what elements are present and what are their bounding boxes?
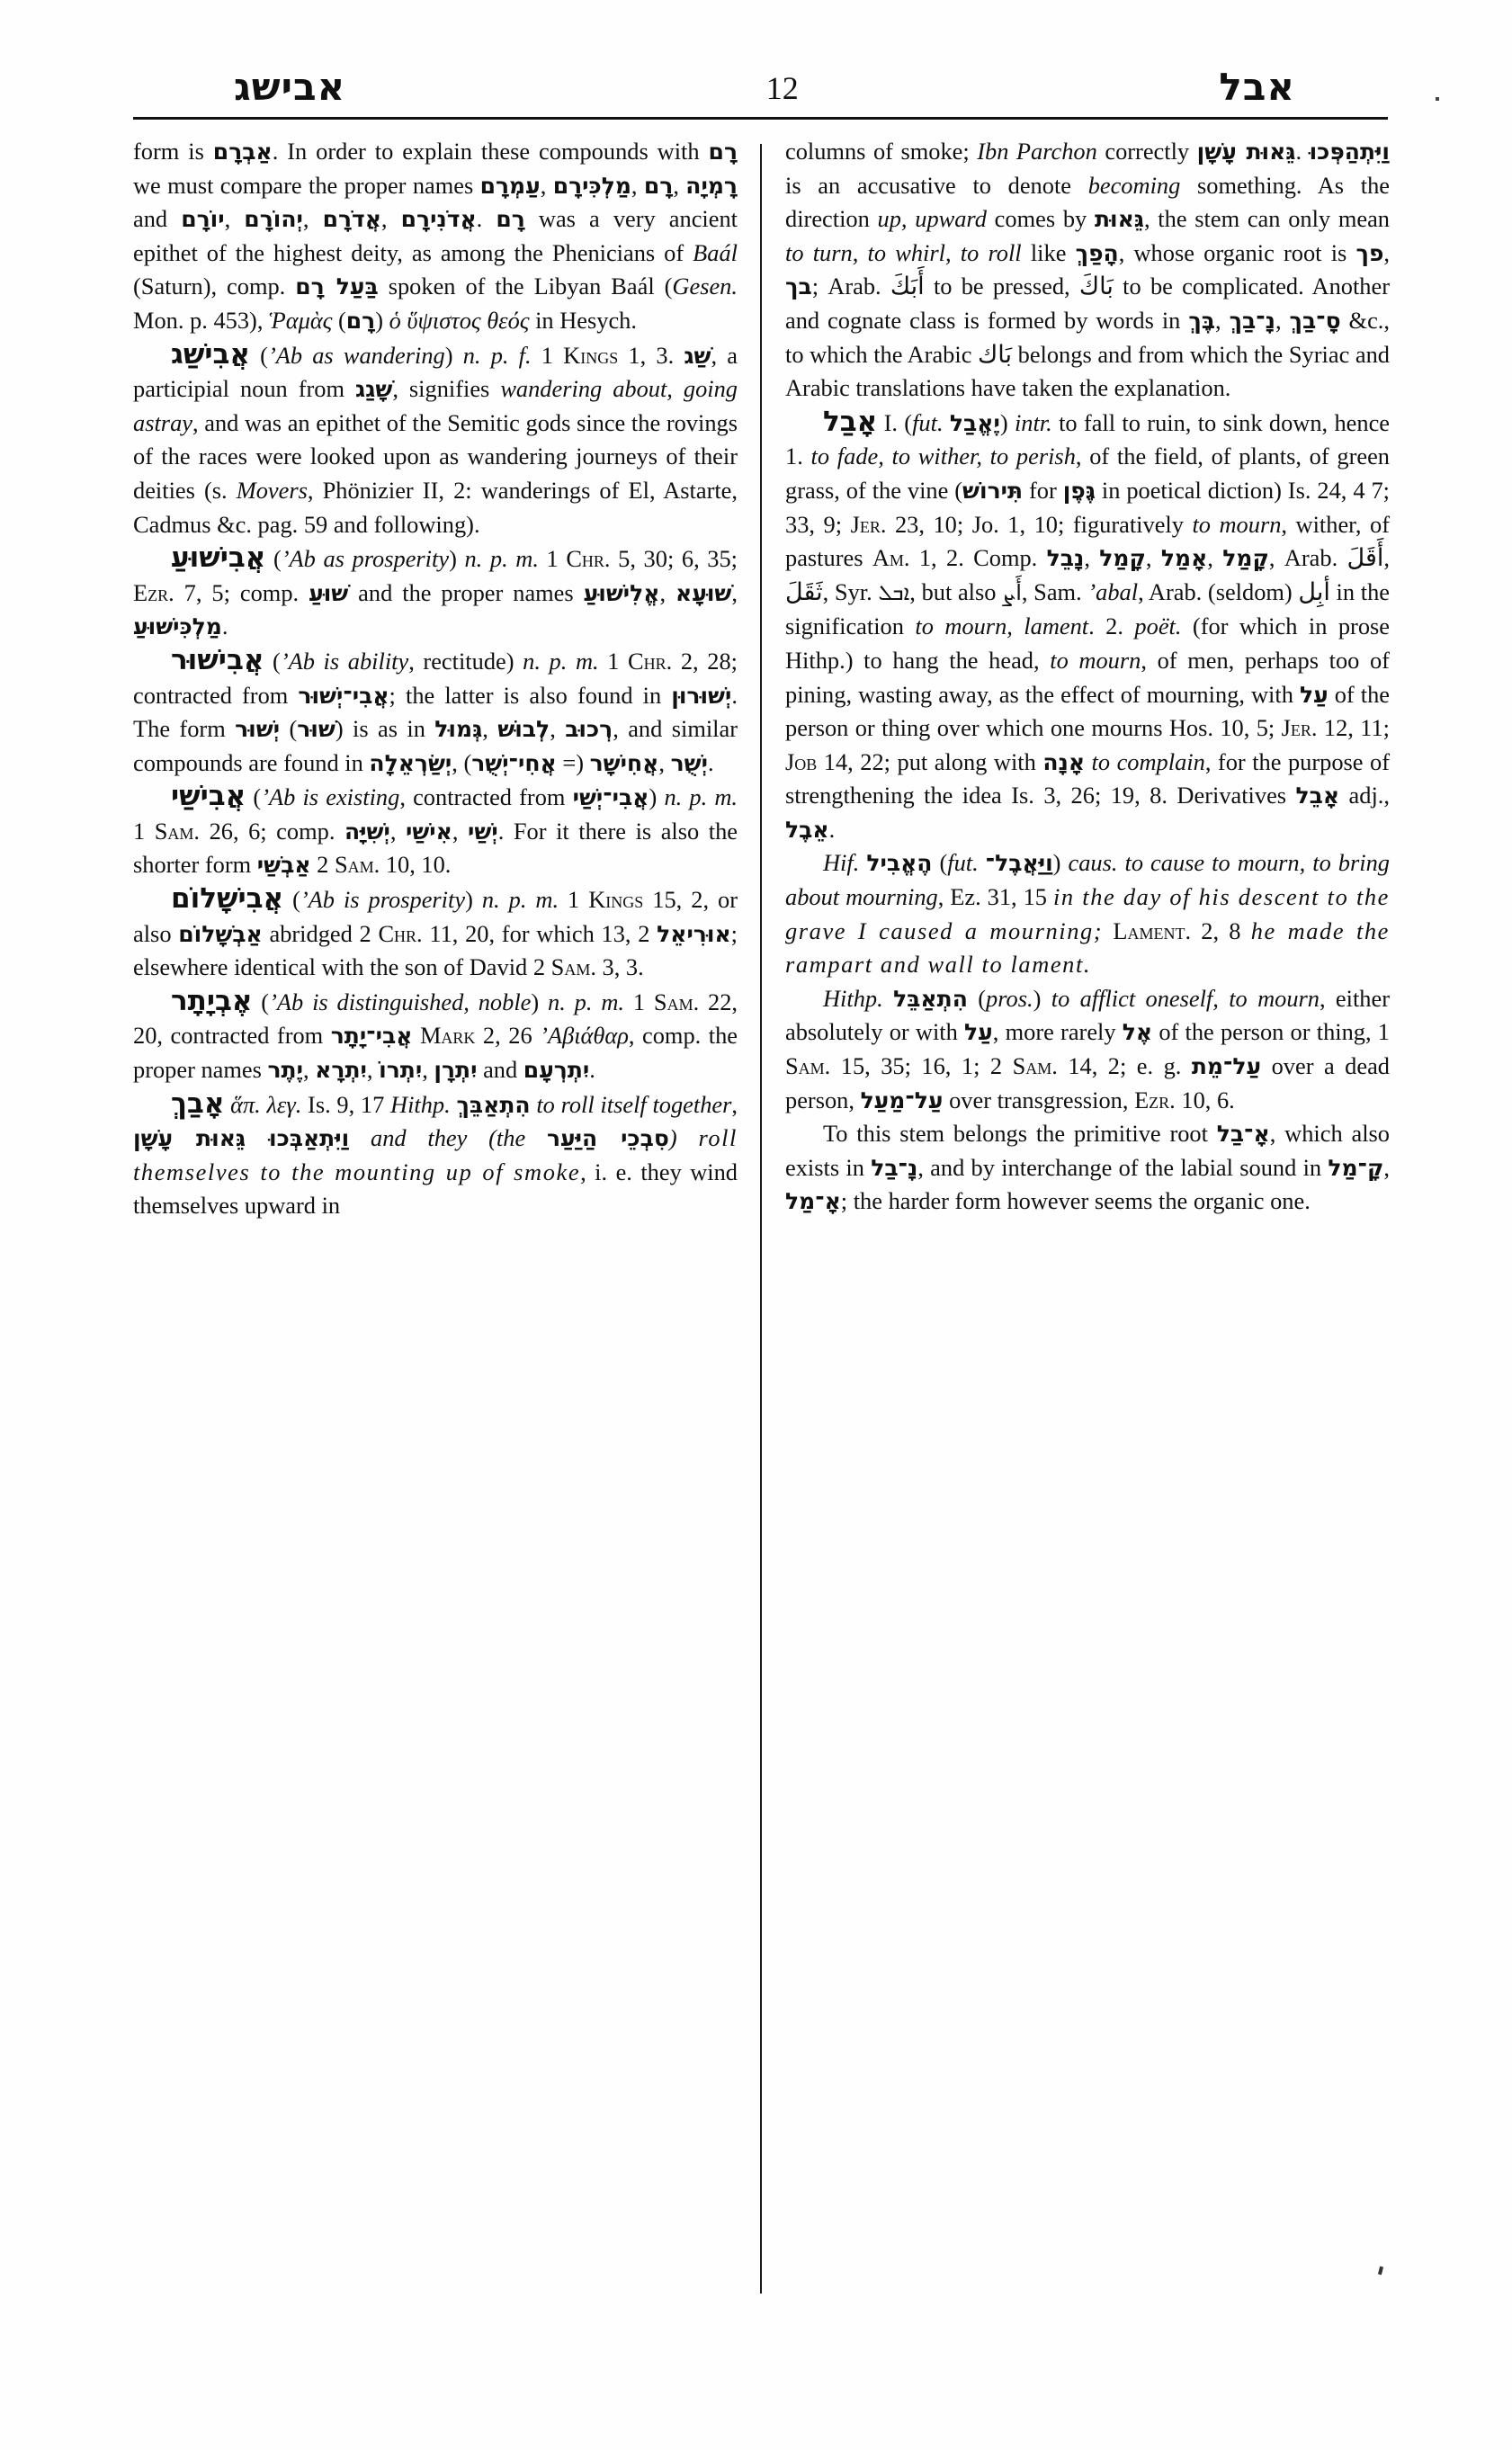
scan-speck-secondary <box>1436 97 1439 101</box>
text-run-heb: יְשַׁי <box>468 818 498 845</box>
text-run-it: wandering about, going astray <box>133 375 738 436</box>
text-run-it: poët. <box>1134 612 1182 640</box>
text-run-it: n. p. f. <box>462 341 532 369</box>
text-run-arab: أبِل <box>1298 577 1330 606</box>
text-run-sc: Sam. <box>785 1052 831 1080</box>
text-run-heb: שָׁגַג <box>355 376 393 403</box>
text-run-heb: מַלְכִּירָם <box>552 172 631 199</box>
text-run-it: to cause to mourn, to bring about mourning <box>785 849 1390 911</box>
text-run-sc: Am. <box>872 544 910 572</box>
text-run-heb: עַמְרָם <box>479 172 541 199</box>
text-run-it: Hithp. <box>823 984 883 1012</box>
text-run-heb: אֱלִישׁוּעַ <box>583 579 660 606</box>
text-run-heb: סִבְכֵי הַיַּעַר <box>546 1125 669 1152</box>
text-run-heb: סָ־בַךְ <box>1289 307 1341 334</box>
text-run-heb: אֲחִישָׁר <box>589 749 659 776</box>
entry-abal-stem: To this stem belongs the primitive root אָ־בַל, which also exists in נָ־בַל, and by interchange of the labial sound in קָ־מַל, אָ־מַל; the harder form however seems the organic one. <box>785 1120 1390 1215</box>
text-run-heb: יְשֻׁר <box>670 749 708 776</box>
text-run-heb: יְשִׁיָּה <box>344 818 390 845</box>
text-run-heb: רָם <box>708 139 738 165</box>
entry-abiathar: אֶבְיָתָר (’Ab is distinguished, noble) n. p. m. 1 Sam. 22, 20, contracted from אֲבִי־יָתָר Mark 2, 26 ’Αβιάθαρ, comp. the proper names יֶתֶר, יִתְרָא, יִתְרוֹ, יִתְרָן and יִתְרְעָם. <box>133 984 738 1084</box>
text-run-it: intr. <box>1014 408 1052 436</box>
text-run-heb-lem: אֲבִישַׁג <box>171 337 250 371</box>
text-run-heb-lem: אָבַךְ <box>171 1086 225 1120</box>
text-run-spaced: in the day of his descent to the grave I caused a mourning; <box>785 883 1390 944</box>
page-number: 12 <box>765 70 799 106</box>
text-run-it: n. p. m. <box>464 545 539 573</box>
text-run-heb: אֲחִי־יְשֻׁר <box>471 749 557 776</box>
text-run-heb: פך <box>1355 239 1384 266</box>
text-run-sc: Sam. <box>653 988 700 1015</box>
text-run-it: ’abal <box>1087 577 1139 605</box>
text-run-heb: וַיִּתְהַפְּכוּ <box>1309 139 1390 165</box>
text-columns <box>133 135 1391 2320</box>
text-run-heb: יוֹרָם <box>181 206 225 233</box>
text-run-arab: أَبَكَ <box>890 273 925 301</box>
text-run-heb: יִתְרְעָם <box>523 1057 590 1084</box>
text-run-it: n. p. m. <box>664 783 738 811</box>
text-run-it: (the <box>467 1124 547 1152</box>
text-run-heb: שׁוּעָא <box>675 579 732 606</box>
running-head-right-hebrew: אבל <box>1219 65 1295 109</box>
left-column <box>133 135 749 2320</box>
text-run-sc: Lament. <box>1113 917 1192 944</box>
text-run-it: ’Ab as prosperity <box>281 545 450 573</box>
text-run-heb: יִתְרָא <box>315 1057 367 1084</box>
text-run-it: and they <box>371 1124 468 1152</box>
text-run-heb-lem: אֲבִישׁוּעַ <box>171 541 266 575</box>
text-run-it: fut. <box>912 408 944 436</box>
text-run-it: pros. <box>986 984 1033 1012</box>
text-run-heb: עַל <box>1299 681 1329 708</box>
text-run-heb: יֶאֱבַל <box>949 409 1000 436</box>
text-run-heb: הִתְאַבֵּל <box>893 985 968 1012</box>
text-run-heb: הָפַךְ <box>1075 239 1119 266</box>
text-run-heb: יְשַׂרְאֵלָה <box>369 749 452 776</box>
text-run-heb: אַבְשַׁי <box>256 852 311 879</box>
text-run-heb: אַבְרָם <box>212 139 273 165</box>
text-run-heb: נָ־בַל <box>871 1154 918 1181</box>
text-run-heb: אָנָה <box>1042 748 1086 775</box>
text-run-it: ) <box>668 1124 699 1152</box>
text-run-sc: Chr. <box>628 647 673 675</box>
text-run-arab: بَاك <box>978 340 1013 369</box>
text-run-arab: بَاكَ <box>1078 273 1114 301</box>
text-run-heb: יִתְרוֹ <box>379 1057 423 1084</box>
text-run-sc: Jer. <box>850 510 887 538</box>
text-run-heb: עַל־מַעַל <box>860 1086 944 1113</box>
text-run-heb: אֲבִי־יְשׁוּר <box>298 682 389 709</box>
text-run-heb: עַל <box>964 1019 993 1046</box>
text-run-it: Gesen. <box>672 273 738 300</box>
text-run-grk: ἅπ. λεγ. <box>230 1090 302 1118</box>
entry-abishua: אֲבִישׁוּעַ (’Ab as prosperity) n. p. m. 1 Chr. 5, 30; 6, 35; Ezr. 7, 5; comp. שׁוּעַ and the proper names אֱלִישׁוּעַ, שׁוּעָא, מַלְכִּישׁוּעַ. <box>133 541 738 640</box>
text-run-it: becoming <box>1087 171 1181 199</box>
entry-abishag: אֲבִישַׁג (’Ab as wandering) n. p. f. 1 Kings 1, 3. שַׁג, a participial noun from שָׁגַג, signifies wandering about, going astray, and was an epithet of the Semitic gods since the rovings of the races were looked upon as wandering journeys of their deities (s. Movers, Phönizier II, 2: wanderings of El, Astarte, Cadmus &c. pag. 59 and following). <box>133 337 738 538</box>
text-run-sc: Ezr. <box>133 578 174 606</box>
text-run-it: caus. <box>1068 849 1118 877</box>
entry-abak-continuation: columns of smoke; Ibn Parchon correctly גֵּאוּת עָשָׁן. וַיִּתְהַפְּכוּ is an accusative to denote becoming something. As the direction up, upward comes by גֵּאוּת, the stem can only mean to turn, to whirl, to roll like הָפַךְ, whose organic root is פך, בך; Arab. أَبَكَ to be pressed, بَاكَ to be complicated. Another and cognate class is formed by words in בֶּךְ, נָ־בַךְ, סָ־בַךְ &c., to which the Arabic بَاك belongs and from which the Syriac and Arabic translations have taken the explanation. <box>785 138 1391 402</box>
text-run-heb-lem: אֲבִישַׁי <box>171 780 246 813</box>
text-run-grk: ’Αβιάθαρ <box>540 1022 629 1050</box>
text-run-it: Hithp. <box>390 1090 451 1118</box>
text-run-it: up, upward <box>877 205 987 233</box>
text-run-heb: אֲבִי־יְשַׁי <box>572 784 649 811</box>
text-run-heb-lem: אֲבִישׁוּר <box>171 643 264 676</box>
text-run-it: to turn, to whirl, to roll <box>785 238 1022 266</box>
text-run-heb: גֵּאוּת <box>1094 206 1144 233</box>
text-run-spaced: he made the rampart and wall to lament. <box>785 917 1390 979</box>
entry-abishai: אֲבִישַׁי (’Ab is existing, contracted from אֲבִי־יְשַׁי) n. p. m. 1 Sam. 26, 6; comp. יְשִׁיָּה, אִישַׁי, יְשַׁי. For it there is also the shorter form אַבְשַׁי 2 Sam. 10, 10. <box>133 780 738 879</box>
text-run-heb: אָבֵל <box>1295 782 1340 809</box>
right-column <box>749 135 1390 2320</box>
header-rule <box>133 117 1388 120</box>
text-run-heb: מַלְכִּישׁוּעַ <box>133 613 222 640</box>
text-run-heb: אָ־מַל <box>785 1188 841 1215</box>
text-run-it: to mourn <box>1192 510 1282 538</box>
text-run-heb: יְהוֹרָם <box>244 206 303 233</box>
running-head-left-hebrew: אבישג <box>234 65 346 109</box>
entry-abal-hithp: Hithp. הִתְאַבֵּל (pros.) to afflict oneself, to mourn, either absolutely or with עַל, more rarely אֶל of the person or thing, 1 Sam. 15, 35; 16, 1; 2 Sam. 14, 2; e. g. עַל־מֵת over a dead person, עַל־מַעַל over transgression, Ezr. 10, 6. <box>785 984 1390 1113</box>
text-run-heb: תִּירוֹשׁ <box>962 477 1024 504</box>
text-run-it: Baál <box>693 238 738 266</box>
entry-abram-continuation: form is אַבְרָם. In order to explain these compounds with רָם we must compare the proper names עַמְרָם, מַלְכִּירָם, רָם, רָמְיָה and יוֹרָם, יְהוֹרָם, אֲדֹרָם, אֲדֹנִירָם. רָם was a very ancient epithet of the highest deity, as among the Phenicians of Baál (Saturn), comp. בַּעַל רָם spoken of the Libyan Baál (Gesen. Mon. p. 453), Ῥαμὰς (רָם) ὁ ὕψιστος θεός in Hesych. <box>133 138 738 334</box>
text-run-heb: קָמַל <box>1099 545 1146 572</box>
text-run-heb: קָ־מַל <box>1328 1154 1384 1181</box>
text-run-it: to fade, to wither, to perish <box>810 443 1076 470</box>
text-run-heb: שׁוּעַ <box>309 579 349 606</box>
text-run-heb: עַל־מֵת <box>1191 1053 1262 1080</box>
entry-abishur: אֲבִישׁוּר (’Ab is ability, rectitude) n. p. m. 1 Chr. 2, 28; contracted from אֲבִי־יְשׁוּר; the latter is also found in יְשׁוּרוּן. The form יְשׁוּר (שׁוּר) is as in גְּמוּל, לְבוּשׁ, רְכוּב, and similar compounds are found in יְשַׂרְאֵלָה, (אֲחִי־יְשֻׁר =) אֲחִישָׁר, יְשֻׁר. <box>133 643 738 776</box>
text-run-it: fut. <box>947 849 979 877</box>
text-run-it: ’Ab is distinguished, noble <box>269 988 532 1015</box>
text-run-heb: יֶתֶר <box>267 1057 303 1084</box>
text-run-it: to mourn <box>1050 646 1141 674</box>
text-run-it: n. p. m. <box>548 988 624 1015</box>
text-run-it: ’Ab is ability <box>280 647 409 675</box>
text-run-heb: שׁוּר <box>297 716 336 743</box>
text-run-arab: ثَقَلَ <box>785 577 823 606</box>
text-run-heb: רָם <box>345 307 376 334</box>
text-run-heb: לְבוּשׁ <box>497 716 550 743</box>
entry-abak: אָבַךְ ἅπ. λεγ. Is. 9, 17 Hithp. הִתְאַבֵּךְ to roll itself together, וַיִּתְאַבְּכוּ גֵּאוּת עָשָׁן and they (the סִבְכֵי הַיַּעַר) roll themselves to the mounting up of smoke, i. e. they wind themselves upward in <box>133 1086 738 1220</box>
text-run-sc: Sam. <box>334 851 380 879</box>
text-run-arab: أَقَلَ <box>1346 544 1384 573</box>
text-run-it: to complain <box>1091 747 1205 775</box>
text-run-heb: נָבֵל <box>1046 545 1085 572</box>
text-run-it: n. p. m. <box>481 886 559 914</box>
text-run-heb: אֶל <box>1122 1019 1153 1046</box>
text-run-heb-lem: אָבַל <box>823 405 878 438</box>
text-run-heb: אִישַׁי <box>405 818 452 845</box>
text-run-heb: שַׁג <box>684 342 711 369</box>
text-run-heb: אֲבִי־יָתָר <box>330 1023 413 1050</box>
entry-abishalom: אֲבִישָׁלוֹם (’Ab is prosperity) n. p. m. 1 Kings 15, 2, or also אַבְשָׁלוֹם abridged 2 Chr. 11, 20, for which 13, 2 אוּרִיאֵל; elsewhere identical with the son of David 2 Sam. 3, 3. <box>133 882 738 981</box>
text-run-it: ’Ab is prosperity <box>300 886 466 914</box>
text-run-heb: אֲדֹרָם <box>322 206 381 233</box>
text-run-it: Movers <box>236 476 308 504</box>
text-run-heb-lem: אֲבִישָׁלוֹם <box>171 882 284 916</box>
text-run-heb: קָמַל <box>1222 545 1269 572</box>
text-run-it: to roll itself together <box>536 1090 732 1118</box>
text-run-heb: וַיַּאֲבֶל־ <box>985 850 1053 877</box>
text-run-sc: Ezr. <box>1134 1086 1176 1113</box>
text-run-it: ’Ab as wandering <box>267 341 445 369</box>
text-run-it: Ibn Parchon <box>977 138 1097 165</box>
text-run-heb: רְכוּב <box>565 716 613 743</box>
text-run-sc: Sam. <box>1012 1052 1058 1080</box>
text-run-heb: וַיִּתְאַבְּכוּ גֵּאוּת עָשָׁן <box>133 1125 350 1152</box>
text-run-heb: נָ־בַךְ <box>1229 307 1275 334</box>
text-run-heb: אֵבֶל <box>785 816 829 843</box>
text-run-sc: Kings <box>588 886 644 914</box>
text-run-it: to mourn, lament <box>915 612 1089 640</box>
text-run-heb: אָמַל <box>1160 545 1208 572</box>
text-run-heb: אַבְשָׁלוֹם <box>178 920 263 947</box>
text-run-sc: Chr. <box>378 919 423 947</box>
text-run-sc: Sam. <box>154 817 201 845</box>
text-run-heb: בך <box>785 273 812 300</box>
text-run-sc: Mark <box>419 1022 476 1050</box>
text-run-heb: הֶאֱבִיל <box>866 850 933 877</box>
text-run-heb: גֵּאוּת עָשָׁן <box>1196 139 1296 165</box>
text-run-sc: Kings <box>563 341 619 369</box>
text-run-heb: גְּמוּל <box>434 716 483 743</box>
text-run-heb: אָ־בַל <box>1216 1121 1270 1148</box>
text-run-heb: הִתְאַבֵּךְ <box>456 1091 531 1118</box>
text-run-spaced: roll themselves to the mounting up of smoke <box>133 1124 738 1185</box>
text-run-grk: ὁ ὕψιστος θεός <box>389 306 530 334</box>
text-run-heb: אֲדֹנִירָם <box>400 206 477 233</box>
text-run-heb: אוּרִיאֵל <box>657 920 731 947</box>
text-run-sc: Jer. <box>1281 714 1318 742</box>
text-run-heb: גֶּפֶן <box>1062 477 1096 504</box>
text-run-it: to afflict oneself, to mourn <box>1051 984 1320 1012</box>
text-run-it: n. p. m. <box>523 647 599 675</box>
text-run-it: Hif. <box>823 849 860 877</box>
text-run-heb: יְשׁוּר <box>235 716 281 743</box>
text-run-heb: יְשׁוּרוּן <box>671 682 732 709</box>
text-run-heb: רָם <box>643 172 674 199</box>
text-run-heb: רָמְיָה <box>685 172 738 199</box>
entry-abal-hif: Hif. הֶאֱבִיל (fut. וַיַּאֲבֶל־) caus. to cause to mourn, to bring about mourning, Ez. 31, 15 in the day of his descent to the grave I caused a mourning; Lament. 2, 8 he made the rampart and wall to lament. <box>785 849 1390 979</box>
text-run-syr: ܐܒܠ <box>878 579 910 605</box>
text-run-heb: יִתְרָן <box>434 1057 478 1084</box>
text-run-it: ’Ab is existing <box>261 783 400 811</box>
text-run-heb: בַּעַל רָם <box>295 273 379 300</box>
text-run-heb: רָם <box>496 206 525 233</box>
text-run-sc: Chr. <box>566 545 611 573</box>
text-run-heb: בֶּךְ <box>1188 307 1216 334</box>
entry-abal: אָבַל I. (fut. יֶאֱבַל) intr. to fall to ruin, to sink down, hence 1. to fade, to wither, to perish, of the field, of plants, of green grass, of the vine (תִּירוֹשׁ for גֶּפֶן in poetical diction) Is. 24, 4 7; 33, 9; Jer. 23, 10; Jo. 1, 10; figuratively to mourn, wither, of pastures Am. 1, 2. Comp. נָבֵל, קָמַל, אָמַל, קָמַל, Arab. أَقَلَ, ثَقَلَ, Syr. ܐܒܠ, but also أَܨ, Sam. ’abal, Arab. (seldom) أبِل in the signification to mourn, lament. 2. poët. (for which in prose Hithp.) to hang the head, to mourn, of men, perhaps too of pining, wasting away, as the effect of mourning, with עַל of the person or thing over which one mourns Hos. 10, 5; Jer. 12, 11; Job 14, 22; put along with אָנָה to complain, for the purpose of strengthening the idea Is. 3, 26; 19, 8. Derivatives אָבֵל adj., אֵבֶל. <box>785 405 1390 843</box>
text-run-sc: Sam. <box>550 953 596 981</box>
text-run-heb-lem: אֶבְיָתָר <box>171 984 253 1017</box>
text-run-grk: Ῥαμὰς <box>269 306 333 334</box>
text-run-sc: Job <box>785 747 818 775</box>
running-head <box>135 43 1385 109</box>
text-run-syr: أَܨ <box>1002 579 1022 605</box>
